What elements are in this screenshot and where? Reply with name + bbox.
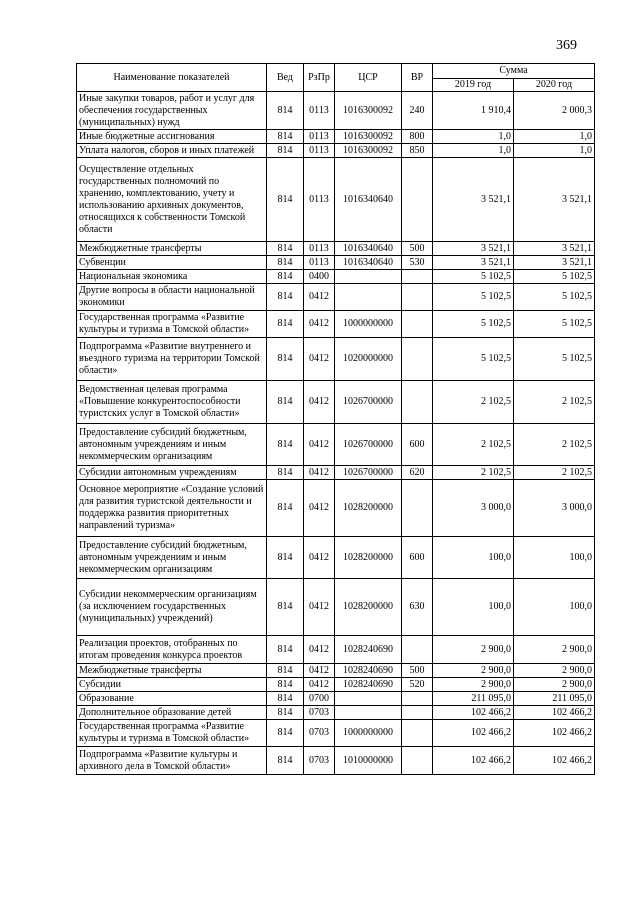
cell-vr [402, 158, 433, 242]
cell-csr: 1028200000 [335, 537, 402, 579]
cell-rzpr: 0412 [304, 284, 335, 311]
cell-ved: 814 [267, 579, 304, 636]
cell-name: Предоставление субсидий бюджетным, автономным учреждениям и иным некоммерческим организациям [77, 537, 267, 579]
cell-2019: 3 521,1 [433, 256, 514, 270]
cell-rzpr: 0412 [304, 311, 335, 338]
cell-2020: 2 102,5 [514, 424, 595, 466]
cell-2020: 102 466,2 [514, 706, 595, 720]
cell-name: Осуществление отдельных государственных полномочий по хранению, комплектованию, учету и использованию архивных документов, относящихся к собственности Томской области [77, 158, 267, 242]
cell-csr: 1000000000 [335, 311, 402, 338]
table-body [77, 92, 595, 775]
cell-ved: 814 [267, 158, 304, 242]
header-vr: ВР [402, 64, 433, 92]
table-row [77, 158, 595, 242]
table-row [77, 636, 595, 664]
cell-csr [335, 270, 402, 284]
cell-name: Ведомственная целевая программа «Повышение конкурентоспособности туристских услуг в Томской области» [77, 381, 267, 424]
cell-vr: 500 [402, 242, 433, 256]
cell-2020: 2 000,3 [514, 92, 595, 130]
table-row [77, 747, 595, 775]
cell-ved: 814 [267, 664, 304, 678]
cell-name: Основное мероприятие «Создание условий для развития туристской деятельности и поддержка развития приоритетных направлений туризма» [77, 480, 267, 537]
cell-vr [402, 284, 433, 311]
table-row [77, 537, 595, 579]
table-row [77, 720, 595, 747]
cell-name: Национальная экономика [77, 270, 267, 284]
cell-ved: 814 [267, 381, 304, 424]
cell-2019: 1 910,4 [433, 92, 514, 130]
cell-ved: 814 [267, 130, 304, 144]
cell-2019: 3 000,0 [433, 480, 514, 537]
cell-ved: 814 [267, 706, 304, 720]
cell-2020: 5 102,5 [514, 338, 595, 381]
cell-name: Иные закупки товаров, работ и услуг для обеспечения государственных (муниципальных) нужд [77, 92, 267, 130]
cell-2020: 211 095,0 [514, 692, 595, 706]
cell-name: Субсидии некоммерческим организациям (за исключением государственных (муниципальных) учреждений) [77, 579, 267, 636]
cell-2020: 102 466,2 [514, 720, 595, 747]
cell-2020: 2 900,0 [514, 664, 595, 678]
cell-name: Уплата налогов, сборов и иных платежей [77, 144, 267, 158]
cell-2020: 2 102,5 [514, 381, 595, 424]
table-row [77, 424, 595, 466]
table-row [77, 242, 595, 256]
cell-rzpr: 0113 [304, 144, 335, 158]
cell-2020: 2 900,0 [514, 678, 595, 692]
cell-vr [402, 270, 433, 284]
cell-ved: 814 [267, 480, 304, 537]
header-sum: Сумма [433, 64, 595, 79]
cell-ved: 814 [267, 311, 304, 338]
cell-rzpr: 0412 [304, 636, 335, 664]
cell-csr: 1016340640 [335, 256, 402, 270]
cell-vr [402, 706, 433, 720]
cell-2019: 211 095,0 [433, 692, 514, 706]
cell-2019: 102 466,2 [433, 747, 514, 775]
cell-rzpr: 0412 [304, 664, 335, 678]
cell-vr [402, 311, 433, 338]
cell-csr: 1026700000 [335, 424, 402, 466]
cell-name: Другие вопросы в области национальной экономики [77, 284, 267, 311]
table-row [77, 692, 595, 706]
table-row [77, 144, 595, 158]
cell-ved: 814 [267, 270, 304, 284]
cell-vr: 520 [402, 678, 433, 692]
cell-ved: 814 [267, 747, 304, 775]
cell-rzpr: 0113 [304, 242, 335, 256]
cell-csr: 1020000000 [335, 338, 402, 381]
cell-csr: 1010000000 [335, 747, 402, 775]
header-name: Наименование показателей [77, 64, 267, 92]
cell-rzpr: 0412 [304, 424, 335, 466]
table-row [77, 678, 595, 692]
cell-rzpr: 0703 [304, 720, 335, 747]
cell-ved: 814 [267, 678, 304, 692]
cell-csr: 1028200000 [335, 480, 402, 537]
cell-name: Субсидии [77, 678, 267, 692]
cell-ved: 814 [267, 338, 304, 381]
cell-ved: 814 [267, 424, 304, 466]
cell-2019: 5 102,5 [433, 311, 514, 338]
cell-vr: 600 [402, 537, 433, 579]
cell-csr: 1016340640 [335, 242, 402, 256]
cell-csr [335, 284, 402, 311]
cell-2020: 100,0 [514, 579, 595, 636]
cell-csr: 1028200000 [335, 579, 402, 636]
cell-csr: 1016340640 [335, 158, 402, 242]
cell-2019: 5 102,5 [433, 284, 514, 311]
cell-ved: 814 [267, 720, 304, 747]
cell-rzpr: 0412 [304, 579, 335, 636]
table-row [77, 270, 595, 284]
cell-rzpr: 0412 [304, 678, 335, 692]
page-number: 369 [556, 38, 577, 53]
cell-vr [402, 747, 433, 775]
cell-2019: 102 466,2 [433, 720, 514, 747]
header-year-2019: 2019 год [433, 79, 514, 92]
cell-rzpr: 0113 [304, 158, 335, 242]
cell-vr [402, 381, 433, 424]
cell-vr [402, 480, 433, 537]
budget-table [76, 63, 595, 775]
cell-2020: 5 102,5 [514, 270, 595, 284]
cell-name: Государственная программа «Развитие культуры и туризма в Томской области» [77, 720, 267, 747]
cell-2019: 2 900,0 [433, 636, 514, 664]
cell-name: Подпрограмма «Развитие культуры и архивного дела в Томской области» [77, 747, 267, 775]
cell-ved: 814 [267, 636, 304, 664]
cell-2019: 2 102,5 [433, 466, 514, 480]
cell-vr: 850 [402, 144, 433, 158]
cell-vr [402, 338, 433, 381]
header-rzpr: РзПр [304, 64, 335, 92]
cell-2019: 2 900,0 [433, 678, 514, 692]
cell-2020: 3 521,1 [514, 158, 595, 242]
cell-name: Государственная программа «Развитие культуры и туризма в Томской области» [77, 311, 267, 338]
cell-ved: 814 [267, 466, 304, 480]
cell-name: Реализация проектов, отобранных по итогам проведения конкурса проектов [77, 636, 267, 664]
cell-rzpr: 0703 [304, 706, 335, 720]
cell-2019: 2 900,0 [433, 664, 514, 678]
cell-2019: 3 521,1 [433, 242, 514, 256]
cell-vr: 500 [402, 664, 433, 678]
cell-2020: 1,0 [514, 144, 595, 158]
cell-name: Иные бюджетные ассигнования [77, 130, 267, 144]
table-row [77, 256, 595, 270]
cell-ved: 814 [267, 692, 304, 706]
cell-rzpr: 0412 [304, 480, 335, 537]
cell-rzpr: 0412 [304, 537, 335, 579]
cell-2019: 1,0 [433, 144, 514, 158]
header-year-2020: 2020 год [514, 79, 595, 92]
table-row [77, 284, 595, 311]
cell-rzpr: 0700 [304, 692, 335, 706]
cell-2020: 2 900,0 [514, 636, 595, 664]
cell-vr: 630 [402, 579, 433, 636]
cell-2020: 5 102,5 [514, 311, 595, 338]
cell-2020: 100,0 [514, 537, 595, 579]
table-row [77, 664, 595, 678]
cell-csr: 1028240690 [335, 636, 402, 664]
cell-2019: 1,0 [433, 130, 514, 144]
cell-csr: 1026700000 [335, 466, 402, 480]
table-row [77, 706, 595, 720]
table-row [77, 381, 595, 424]
cell-2020: 3 521,1 [514, 256, 595, 270]
cell-csr: 1016300092 [335, 130, 402, 144]
cell-ved: 814 [267, 537, 304, 579]
cell-ved: 814 [267, 242, 304, 256]
cell-rzpr: 0703 [304, 747, 335, 775]
cell-vr: 600 [402, 424, 433, 466]
cell-2019: 3 521,1 [433, 158, 514, 242]
cell-ved: 814 [267, 256, 304, 270]
table-row [77, 92, 595, 130]
table-row [77, 579, 595, 636]
cell-csr: 1028240690 [335, 678, 402, 692]
cell-rzpr: 0400 [304, 270, 335, 284]
cell-rzpr: 0412 [304, 381, 335, 424]
cell-vr [402, 692, 433, 706]
cell-csr [335, 692, 402, 706]
cell-2020: 3 000,0 [514, 480, 595, 537]
cell-2020: 102 466,2 [514, 747, 595, 775]
cell-csr: 1028240690 [335, 664, 402, 678]
cell-2019: 2 102,5 [433, 381, 514, 424]
cell-vr [402, 720, 433, 747]
cell-ved: 814 [267, 144, 304, 158]
cell-csr: 1000000000 [335, 720, 402, 747]
cell-vr: 530 [402, 256, 433, 270]
cell-2019: 5 102,5 [433, 338, 514, 381]
cell-2019: 100,0 [433, 579, 514, 636]
table-row [77, 130, 595, 144]
table-header [77, 64, 595, 92]
cell-name: Дополнительное образование детей [77, 706, 267, 720]
cell-name: Подпрограмма «Развитие внутреннего и въездного туризма на территории Томской области» [77, 338, 267, 381]
cell-rzpr: 0113 [304, 92, 335, 130]
cell-csr [335, 706, 402, 720]
cell-2020: 1,0 [514, 130, 595, 144]
cell-name: Межбюджетные трансферты [77, 242, 267, 256]
cell-2020: 3 521,1 [514, 242, 595, 256]
cell-2019: 102 466,2 [433, 706, 514, 720]
cell-rzpr: 0113 [304, 130, 335, 144]
cell-name: Субсидии автономным учреждениям [77, 466, 267, 480]
cell-csr: 1016300092 [335, 144, 402, 158]
cell-vr: 800 [402, 130, 433, 144]
cell-name: Предоставление субсидий бюджетным, автономным учреждениям и иным некоммерческим организациям [77, 424, 267, 466]
header-csr: ЦСР [335, 64, 402, 92]
cell-vr: 620 [402, 466, 433, 480]
cell-rzpr: 0412 [304, 466, 335, 480]
table-row [77, 311, 595, 338]
cell-vr [402, 636, 433, 664]
cell-name: Образование [77, 692, 267, 706]
cell-csr: 1026700000 [335, 381, 402, 424]
cell-ved: 814 [267, 284, 304, 311]
cell-2019: 5 102,5 [433, 270, 514, 284]
table-row [77, 338, 595, 381]
cell-rzpr: 0412 [304, 338, 335, 381]
cell-vr: 240 [402, 92, 433, 130]
table-row [77, 480, 595, 537]
cell-csr: 1016300092 [335, 92, 402, 130]
cell-name: Субвенции [77, 256, 267, 270]
cell-2020: 5 102,5 [514, 284, 595, 311]
cell-2019: 100,0 [433, 537, 514, 579]
cell-rzpr: 0113 [304, 256, 335, 270]
header-ved: Вед [267, 64, 304, 92]
cell-ved: 814 [267, 92, 304, 130]
cell-2020: 2 102,5 [514, 466, 595, 480]
cell-name: Межбюджетные трансферты [77, 664, 267, 678]
table-row [77, 466, 595, 480]
cell-2019: 2 102,5 [433, 424, 514, 466]
